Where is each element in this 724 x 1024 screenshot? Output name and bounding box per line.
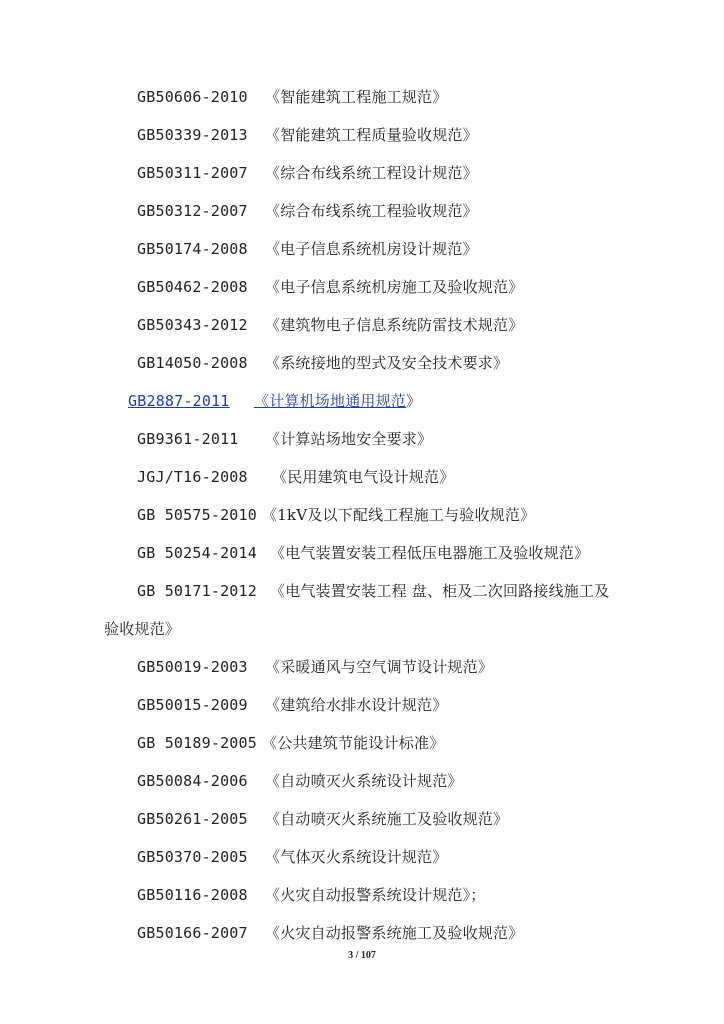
standard-title: 《综合布线系统工程设计规范》 bbox=[265, 164, 478, 182]
standard-title: 《计算站场地安全要求》 bbox=[265, 430, 433, 448]
standard-item bbox=[137, 657, 493, 677]
standard-code: GB 50189-2005 bbox=[137, 734, 257, 752]
standard-code: GB14050-2008 bbox=[137, 354, 248, 372]
standard-title: 《采暖通风与空气调节设计规范》 bbox=[265, 658, 494, 676]
standard-title: 《1kV及以下配线工程施工与验收规范》 bbox=[262, 506, 536, 524]
standard-title: 《智能建筑工程质量验收规范》 bbox=[265, 126, 478, 144]
standard-title: 《气体灭火系统设计规范》 bbox=[265, 848, 448, 866]
standard-code: GB50166-2007 bbox=[137, 924, 248, 942]
standard-item bbox=[137, 429, 432, 449]
standard-item bbox=[137, 695, 447, 715]
standard-code: GB9361-2011 bbox=[137, 430, 239, 448]
standard-item bbox=[137, 847, 447, 867]
page-number: 3 / 107 bbox=[348, 950, 376, 961]
standard-title-link[interactable]: 《计算机场地通用规范 bbox=[254, 392, 407, 410]
standard-item bbox=[137, 467, 454, 487]
standard-code: JGJ/T16-2008 bbox=[137, 468, 248, 486]
standard-item bbox=[137, 809, 508, 829]
standard-item bbox=[137, 201, 478, 221]
standard-item bbox=[137, 505, 535, 525]
standard-title: 《自动喷灭火系统施工及验收规范》 bbox=[265, 810, 509, 828]
standard-item bbox=[137, 543, 589, 563]
standard-code: GB50312-2007 bbox=[137, 202, 248, 220]
standard-item bbox=[137, 923, 523, 943]
standard-code: GB50343-2012 bbox=[137, 316, 248, 334]
standard-code: GB50462-2008 bbox=[137, 278, 248, 296]
standard-title: 《民用建筑电气设计规范》 bbox=[272, 468, 455, 486]
standard-title: 《电子信息系统机房设计规范》 bbox=[265, 240, 478, 258]
standard-code: GB50019-2003 bbox=[137, 658, 248, 676]
standard-code: GB50084-2006 bbox=[137, 772, 248, 790]
standard-title-end: 》 bbox=[406, 392, 422, 410]
standard-item-link[interactable] bbox=[128, 391, 421, 411]
standard-title: 《建筑给水排水设计规范》 bbox=[265, 696, 448, 714]
standard-item bbox=[137, 315, 523, 335]
standard-item bbox=[137, 277, 523, 297]
standard-title: 《电子信息系统机房施工及验收规范》 bbox=[265, 278, 524, 296]
standard-code: GB50015-2009 bbox=[137, 696, 248, 714]
standard-title: 《电气装置安装工程 盘、柜及二次回路接线施工及 bbox=[270, 582, 610, 600]
standard-code-link[interactable]: GB2887-2011 bbox=[128, 392, 230, 410]
standard-item bbox=[137, 353, 508, 373]
standard-item bbox=[137, 733, 444, 753]
standard-item bbox=[137, 771, 463, 791]
standard-code: GB50339-2013 bbox=[137, 126, 248, 144]
standard-item bbox=[137, 239, 478, 259]
standard-item bbox=[137, 885, 486, 905]
standard-code: GB 50171-2012 bbox=[137, 582, 257, 600]
standard-title: 《火灾自动报警系统设计规范》； bbox=[265, 886, 486, 904]
standard-title: 《建筑物电子信息系统防雷技术规范》 bbox=[265, 316, 524, 334]
standard-title: 《智能建筑工程施工规范》 bbox=[265, 88, 448, 106]
standard-code: GB50174-2008 bbox=[137, 240, 248, 258]
standard-code: GB50606-2010 bbox=[137, 88, 248, 106]
standard-title: 《电气装置安装工程低压电器施工及验收规范》 bbox=[270, 544, 590, 562]
standard-item-continuation bbox=[104, 619, 180, 639]
standard-code: GB 50575-2010 bbox=[137, 506, 257, 524]
standard-title-continuation: 验收规范》 bbox=[104, 620, 181, 638]
standard-title: 《公共建筑节能设计标准》 bbox=[262, 734, 445, 752]
standard-code: GB 50254-2014 bbox=[137, 544, 257, 562]
standard-code: GB50116-2008 bbox=[137, 886, 248, 904]
standard-item bbox=[137, 87, 447, 107]
standard-item bbox=[137, 163, 478, 183]
standard-code: GB50261-2005 bbox=[137, 810, 248, 828]
standard-title: 《火灾自动报警系统施工及验收规范》 bbox=[265, 924, 524, 942]
standard-title: 《系统接地的型式及安全技术要求》 bbox=[265, 354, 509, 372]
standard-item bbox=[137, 581, 609, 601]
standard-item bbox=[137, 125, 478, 145]
standard-title: 《综合布线系统工程验收规范》 bbox=[265, 202, 478, 220]
standard-title: 《自动喷灭火系统设计规范》 bbox=[265, 772, 463, 790]
standard-code: GB50311-2007 bbox=[137, 164, 248, 182]
standard-code: GB50370-2005 bbox=[137, 848, 248, 866]
